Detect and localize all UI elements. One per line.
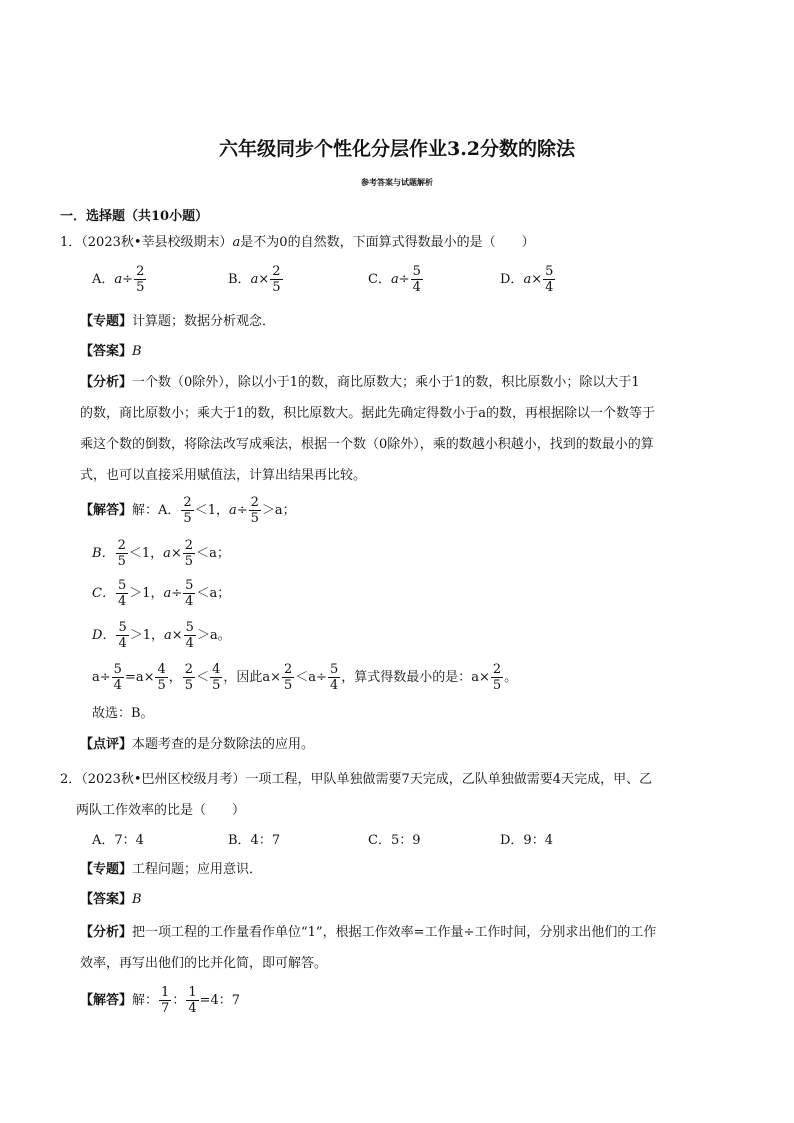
q1-topic: 【专题】计算题；数据分析观念．	[80, 314, 276, 329]
q1-solution-a: 【解答】解：A． $\frac{2}{5}$ ＜1，a÷ $\frac{2}{5}$ ＞a；	[80, 495, 296, 526]
q1-solution-c: C． $\frac{5}{4}$ ＞1，a÷ $\frac{5}{4}$ ＜a；	[92, 578, 231, 609]
q1-solution-d: D． $\frac{5}{4}$ ＞1，a× $\frac{5}{4}$ ＞a。	[92, 620, 231, 651]
q2-stem: 2．（2023秋•巴州区校级月考）一项工程，甲队单独做需要7天完成，乙队单独做需要4天完成，甲、乙 两队工作效率的比是（ ）	[60, 772, 653, 818]
q2-analysis: 【分析】把一项工程的工作量看作单位“1”，根据工作效率=工作量÷工作时间，分别求出他们的工作 效率，再写出他们的比并化简，即可解答。	[80, 925, 657, 971]
q1-solution-final: a÷ $\frac{5}{4}$ =a× $\frac{4}{5}$ ， $\frac{2}{5}$ ＜ $\frac{4}{5}$ ，因此a× $\frac{2}{5}$ ＜a÷ $\frac{5}{4}$ ，算式得数最小的是：a× $\frac{2}{5}$ 。	[92, 662, 518, 693]
section-heading: 一．选择题（共10小题）	[60, 209, 209, 224]
q2-topic: 【专题】工程问题；应用意识．	[80, 862, 263, 877]
q2-solution: 【解答】解： $\frac{1}{7}$ ： $\frac{1}{4}$ =4：7	[80, 985, 241, 1016]
q2-option-d: D．9：4	[500, 833, 553, 848]
fraction: $\frac{5}{4}$	[412, 264, 421, 295]
q1-option-a: A．a÷ $\frac{2}{5}$	[92, 264, 145, 295]
fraction: $\frac{2}{5}$	[136, 264, 145, 295]
q1-option-c: C．a÷ $\frac{5}{4}$	[368, 264, 421, 295]
q1-solution-b: B． $\frac{2}{5}$ ＜1，a× $\frac{2}{5}$ ＜a；	[92, 538, 230, 569]
fraction: $\frac{2}{5}$	[272, 264, 281, 295]
q1-choose: 故选：B。	[92, 706, 154, 721]
q1-answer: 【答案】B	[80, 344, 142, 359]
q1-option-d: D．a× $\frac{5}{4}$	[500, 264, 554, 295]
q2-answer: 【答案】B	[80, 892, 142, 907]
q1-option-b: B．a× $\frac{2}{5}$	[228, 264, 281, 295]
q2-option-b: B．4：7	[228, 833, 281, 848]
page-title: 六年级同步个性化分层作业3.2分数的除法	[218, 138, 576, 160]
q1-comment: 【点评】本题考查的是分数除法的应用。	[80, 737, 315, 752]
q1-stem: 1．（2023秋•莘县校级期末）a是不为0的自然数，下面算式得数最小的是（ ）	[60, 235, 535, 250]
q2-option-a: A．7：4	[92, 833, 144, 848]
q2-option-c: C．5：9	[368, 833, 421, 848]
q1-analysis: 【分析】一个数（0除外），除以小于1的数，商比原数大；乘小于1的数，积比原数小；除以大于1 的数，商比原数小；乘大于1的数，积比原数大。据此先确定得数小于a的数，再根据除以一个数等于 乘这个数的倒数，将除法改写成乘法，根据一个数（0除外），乘的数越小积越小，找到的数最小的算 式，也可以直接采用赋值法，计算出结果再比较。	[80, 375, 656, 483]
page-subtitle: 参考答案与试题解析	[361, 177, 433, 187]
fraction: $\frac{5}{4}$	[545, 264, 554, 295]
